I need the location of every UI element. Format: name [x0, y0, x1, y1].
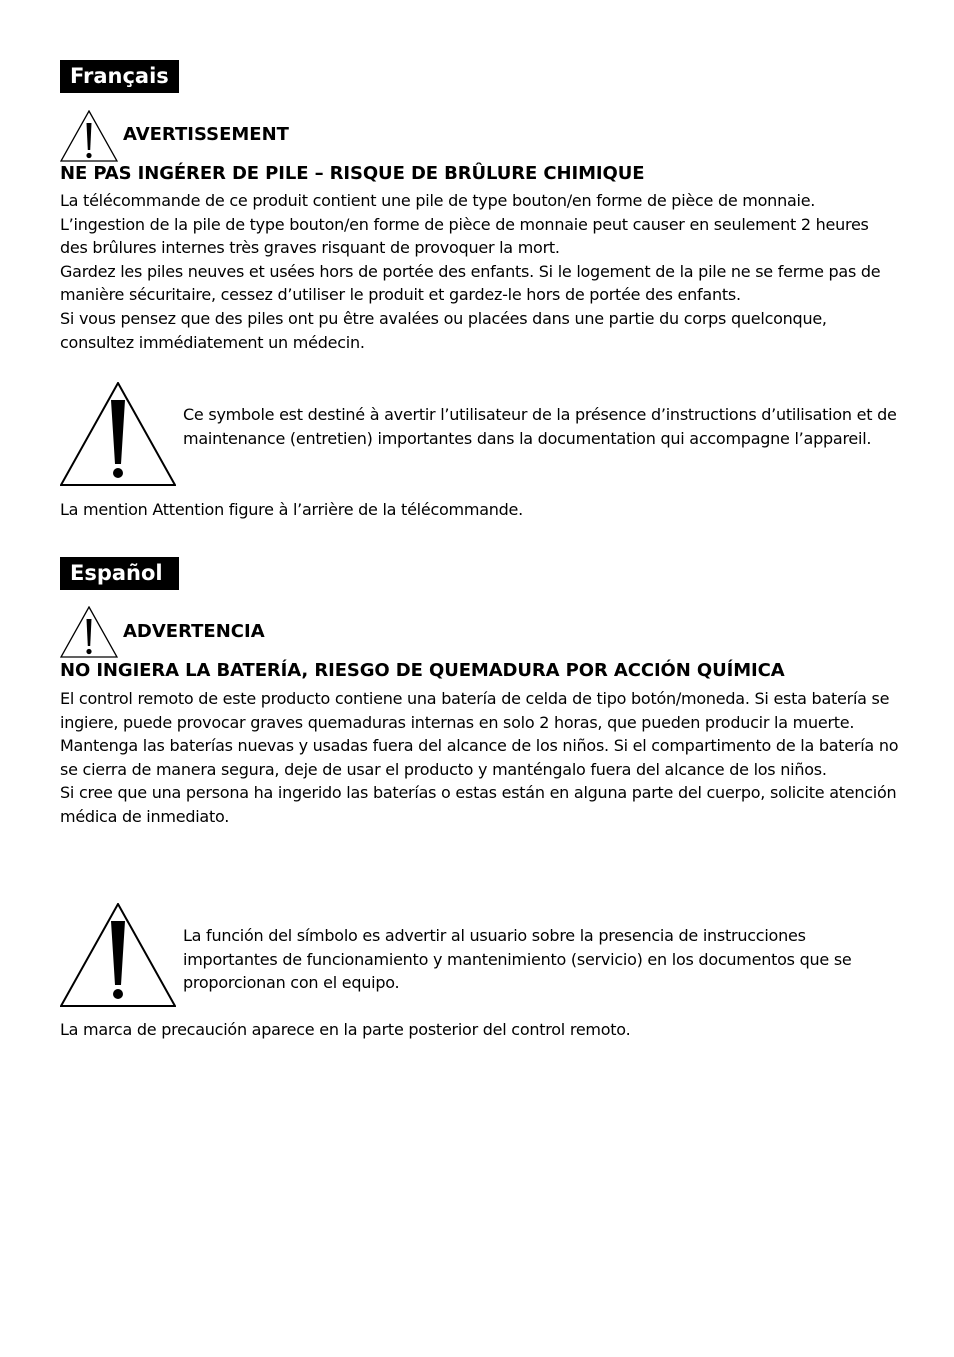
- warning-title: AVERTISSEMENT: [123, 124, 289, 145]
- paragraph: Gardez les piles neuves et usées hors de portée des enfants. Si le logement de la pile ne se ferme pas de manière sécuritaire, cessez d’utiliser le produit et gardez-le hors de portée des enfants.: [60, 261, 881, 305]
- warning-title: ADVERTENCIA: [123, 621, 265, 642]
- section-heading: NO INGIERA LA BATERÍA, RIESGO DE QUEMADURA POR ACCIÓN QUÍMICA: [60, 660, 785, 681]
- symbol-explanation: La función del símbolo es advertir al usuario sobre la presencia de instrucciones importantes de funcionamiento y mantenimiento (servicio) en los documentos que se proporcionan con el equipo.: [183, 926, 852, 993]
- section-heading: NE PAS INGÉRER DE PILE – RISQUE DE BRÛLURE CHIMIQUE: [60, 163, 645, 184]
- paragraph: El control remoto de este producto contiene una batería de celda de tipo botón/moneda. Si esta batería se ingiere, puede provocar graves quemaduras internas en solo 2 horas, que pueden producir la muerte.: [60, 689, 890, 732]
- language-label-spanish: Español: [60, 557, 179, 590]
- warning-body: [60, 189, 900, 354]
- warning-triangle-icon: [60, 110, 118, 162]
- warning-body: [60, 687, 905, 829]
- language-label-french: Français: [60, 60, 179, 93]
- caution-note: La mention Attention figure à l’arrière de la télécommande.: [60, 500, 523, 519]
- caution-note: La marca de precaución aparece en la parte posterior del control remoto.: [60, 1020, 631, 1039]
- paragraph: Si vous pensez que des piles ont pu être avalées ou placées dans une partie du corps quelconque, consultez immédiatement un médecin.: [60, 308, 827, 352]
- warning-triangle-icon: [60, 382, 176, 486]
- warning-triangle-icon: [60, 903, 176, 1007]
- paragraph: La télécommande de ce produit contient une pile de type bouton/en forme de pièce de monnaie. L’ingestion de la pile de type bouton/en forme de pièce de monnaie peut causer en seulement 2 heures des brûlures internes très graves risquant de provoquer la mort.: [60, 191, 869, 258]
- paragraph: Si cree que una persona ha ingerido las baterías o estas están en alguna parte del cuerpo, solicite atención médica de inmediato.: [60, 783, 897, 826]
- symbol-explanation: Ce symbole est destiné à avertir l’utilisateur de la présence d’instructions d’utilisation et de maintenance (entretien) importantes dans la documentation qui accompagne l’appareil.: [183, 405, 897, 448]
- warning-triangle-icon: [60, 606, 118, 658]
- paragraph: Mantenga las baterías nuevas y usadas fuera del alcance de los niños. Si el compartimento de la batería no se cierra de manera segura, deje de usar el producto y manténgalo fuera del alcance de los niños.: [60, 736, 899, 779]
